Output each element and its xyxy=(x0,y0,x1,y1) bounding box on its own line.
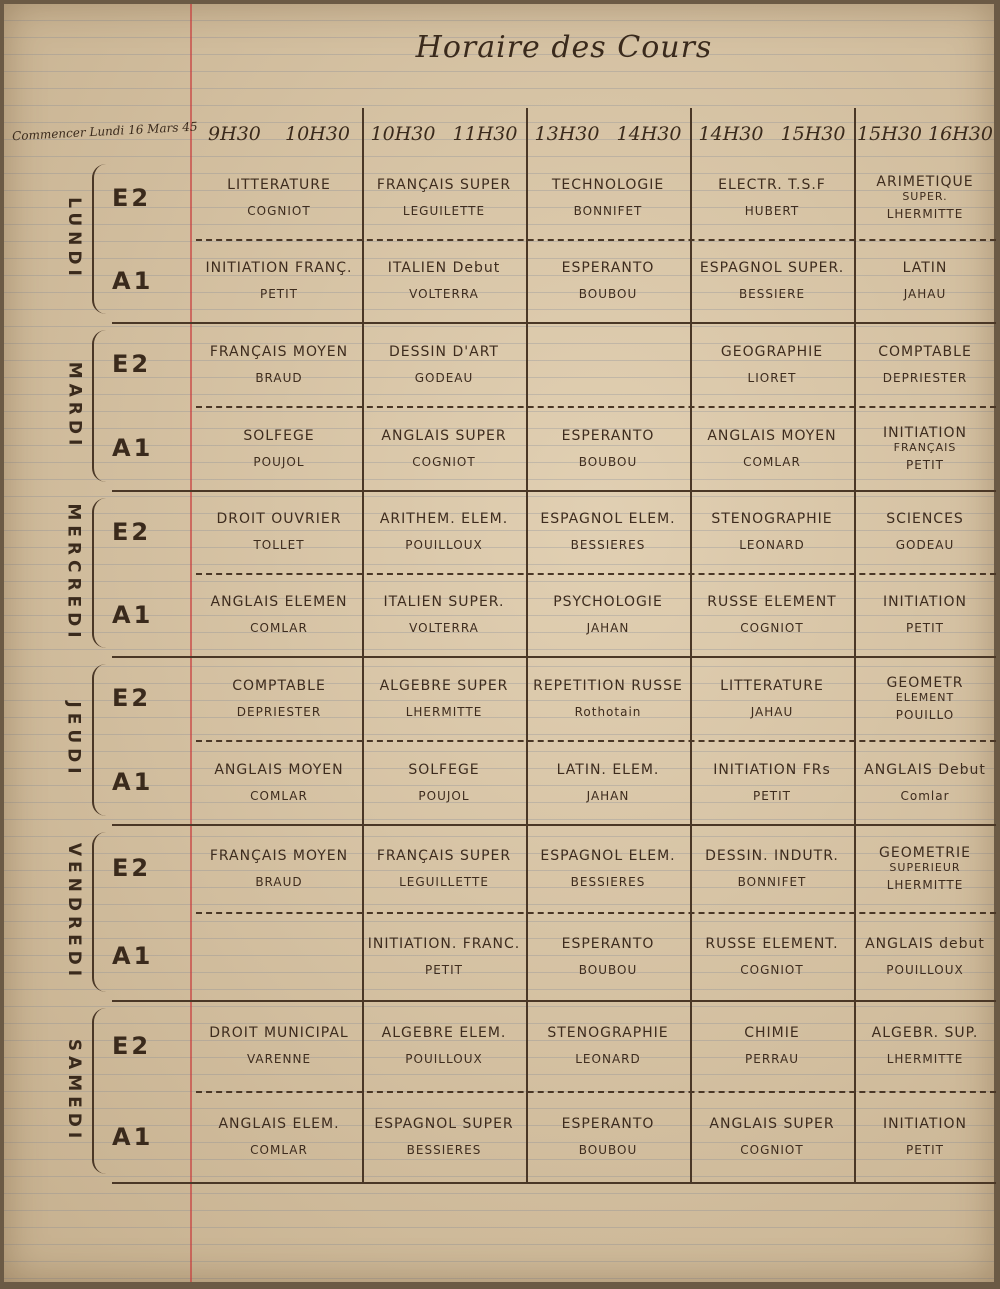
day-divider xyxy=(112,490,996,492)
group-name: A1 xyxy=(112,266,154,295)
course-cell xyxy=(858,1004,992,1087)
course-subject: LITTERATURE xyxy=(227,177,331,193)
course-cell xyxy=(530,744,686,820)
course-cell xyxy=(200,1095,358,1178)
course-subject: GEOGRAPHIE xyxy=(720,343,824,360)
course-cell xyxy=(366,160,522,235)
course-cell xyxy=(694,494,850,569)
course-cell xyxy=(858,326,992,402)
group-name: E2 xyxy=(112,517,152,546)
day-brace xyxy=(92,498,108,648)
course-teacher: BONNIFET xyxy=(573,204,643,218)
course-cell xyxy=(530,160,686,235)
group-name: A1 xyxy=(112,942,154,970)
course-teacher: LHERMITTE xyxy=(886,877,964,892)
course-subject: ESPAGNOL ELEM. xyxy=(540,847,676,864)
course-subject: ALGEBR. SUP. xyxy=(871,1025,979,1041)
course-cell xyxy=(694,1095,850,1178)
course-cell xyxy=(200,1004,358,1087)
course-cell xyxy=(530,326,686,402)
day-label xyxy=(56,490,92,656)
course-subject: ALGEBRE ELEM. xyxy=(381,1025,507,1041)
course-teacher: LEONARD xyxy=(575,1052,641,1066)
course-subject: CHIMIE xyxy=(744,1025,800,1041)
course-subject: ELECTR. T.S.F xyxy=(718,177,826,193)
group-name: E2 xyxy=(112,350,152,378)
day-divider xyxy=(112,656,996,658)
course-subject: ARIMETIQUE xyxy=(876,174,974,190)
course-cell xyxy=(200,828,358,908)
course-teacher: LEGUILLETTE xyxy=(399,874,489,889)
course-cell xyxy=(858,577,992,652)
course-teacher: LHERMITTE xyxy=(886,1052,964,1066)
course-cell xyxy=(858,494,992,569)
course-teacher: DEPRIESTER xyxy=(882,370,968,385)
course-teacher: BESSIERE xyxy=(738,287,806,301)
course-subject: COMPTABLE xyxy=(878,343,972,360)
group-divider xyxy=(196,912,996,914)
course-teacher: PETIT xyxy=(905,457,945,472)
time-slot-header xyxy=(526,116,690,152)
course-teacher: LHERMITTE xyxy=(405,704,483,719)
course-teacher: COGNIOT xyxy=(740,1143,804,1157)
course-subject: ARITHEM. ELEM. xyxy=(379,511,509,527)
course-cell xyxy=(530,916,686,996)
group-name: E2 xyxy=(112,1031,152,1060)
course-cell xyxy=(366,410,522,486)
group-label xyxy=(112,740,182,824)
course-subject: ANGLAIS SUPER xyxy=(709,1116,835,1132)
time-slot-header xyxy=(362,116,526,152)
course-cell xyxy=(366,916,522,996)
course-subject: ESPERANTO xyxy=(561,935,655,952)
group-divider xyxy=(196,406,996,408)
course-cell xyxy=(694,410,850,486)
course-teacher: LEONARD xyxy=(739,538,805,552)
course-teacher: JAHAN xyxy=(586,788,630,803)
course-teacher: POUILLOUX xyxy=(405,1052,483,1066)
course-teacher: Rothotain xyxy=(574,704,642,719)
course-subject: ANGLAIS MOYEN xyxy=(707,427,837,444)
course-teacher: LIORET xyxy=(747,370,797,385)
course-teacher: VOLTERRA xyxy=(409,287,479,301)
course-teacher: BESSIERES xyxy=(570,874,646,889)
course-subject: FRANÇAIS MOYEN xyxy=(209,847,349,864)
day-label xyxy=(56,1000,92,1182)
course-teacher: PETIT xyxy=(259,287,299,301)
course-subject: ESPERANTO xyxy=(561,1116,655,1132)
course-cell xyxy=(694,828,850,908)
course-cell xyxy=(530,243,686,318)
course-cell xyxy=(694,744,850,820)
course-cell xyxy=(694,1004,850,1087)
course-subject: ESPERANTO xyxy=(561,427,655,444)
day-label xyxy=(56,322,92,490)
time-slot-start: 13H30 xyxy=(534,123,600,145)
course-cell xyxy=(200,916,358,996)
group-label xyxy=(112,573,182,656)
day-name: VENDREDI xyxy=(64,842,84,982)
group-name: E2 xyxy=(112,854,152,882)
course-teacher: COMLAR xyxy=(250,1143,308,1157)
course-teacher: PETIT xyxy=(752,788,792,803)
course-cell xyxy=(200,494,358,569)
course-subject: ANGLAIS ELEMEN xyxy=(210,594,348,610)
course-teacher: GODEAU xyxy=(895,538,955,552)
column-divider xyxy=(690,108,692,1182)
course-cell xyxy=(530,660,686,736)
course-subject-detail: SUPERIEUR xyxy=(889,860,961,874)
day-divider xyxy=(112,1000,996,1002)
day-divider xyxy=(112,322,996,324)
course-subject: INITIATION. FRANC. xyxy=(367,935,521,952)
course-teacher: COMLAR xyxy=(250,788,308,803)
course-cell xyxy=(530,1095,686,1178)
paper-sheet xyxy=(4,4,994,1282)
course-cell xyxy=(200,577,358,652)
course-subject: SOLFEGE xyxy=(243,427,315,444)
course-subject: ANGLAIS SUPER xyxy=(381,427,507,444)
day-name: LUNDI xyxy=(64,197,85,281)
course-teacher: POUJOL xyxy=(253,454,305,469)
column-divider xyxy=(854,108,856,1182)
course-subject: SCIENCES xyxy=(886,511,964,527)
start-date-note: Commencer Lundi 16 Mars 45 xyxy=(11,119,198,144)
course-teacher: POUILLO xyxy=(895,707,955,722)
group-label xyxy=(112,406,182,490)
course-cell xyxy=(694,577,850,652)
time-slot-end: 14H30 xyxy=(616,123,682,145)
course-teacher: BOUBOU xyxy=(578,454,638,469)
day-name: SAMEDI xyxy=(64,1038,84,1144)
group-label xyxy=(112,912,182,1000)
course-subject: ANGLAIS debut xyxy=(865,935,985,952)
course-subject: INITIATION xyxy=(882,424,968,441)
course-teacher: PETIT xyxy=(905,1143,945,1157)
group-divider xyxy=(196,239,996,241)
course-teacher: LEGUILETTE xyxy=(402,204,486,218)
course-cell xyxy=(366,660,522,736)
course-teacher: BOUBOU xyxy=(578,1143,638,1157)
day-brace xyxy=(92,832,108,992)
course-teacher: COGNIOT xyxy=(247,204,311,218)
course-cell xyxy=(366,243,522,318)
course-cell xyxy=(200,660,358,736)
course-subject: INITIATION xyxy=(882,1116,968,1132)
course-subject-detail: SUPER. xyxy=(902,190,948,203)
day-name: MERCREDI xyxy=(64,503,84,643)
group-name: A1 xyxy=(112,768,154,796)
course-teacher: COMLAR xyxy=(743,454,801,469)
course-subject: LITTERATURE xyxy=(720,677,824,694)
course-subject: ESPAGNOL SUPER. xyxy=(699,260,845,276)
course-cell xyxy=(858,916,992,996)
course-cell xyxy=(366,828,522,908)
time-slot-start: 10H30 xyxy=(370,123,436,145)
time-slot-end: 15H30 xyxy=(780,123,846,145)
course-subject: TECHNOLOGIE xyxy=(551,177,665,193)
day-divider xyxy=(112,1182,996,1184)
course-teacher: GODEAU xyxy=(414,370,474,385)
course-teacher: COGNIOT xyxy=(412,454,476,469)
group-label xyxy=(112,156,182,239)
group-label xyxy=(112,824,182,912)
course-teacher: JAHAN xyxy=(586,621,630,635)
day-name: JEUDI xyxy=(64,701,84,779)
group-name: A1 xyxy=(112,1122,154,1151)
course-cell xyxy=(858,828,992,908)
course-cell xyxy=(200,410,358,486)
course-cell xyxy=(694,243,850,318)
course-cell xyxy=(858,660,992,736)
course-teacher: JAHAU xyxy=(750,704,794,719)
day-label xyxy=(56,656,92,824)
course-teacher: PERRAU xyxy=(745,1052,799,1066)
course-subject: DROIT OUVRIER xyxy=(216,511,342,527)
course-subject: RUSSE ELEMENT xyxy=(707,594,837,610)
course-subject: FRANÇAIS SUPER xyxy=(376,177,512,193)
time-slot-start: 15H30 xyxy=(857,123,922,145)
course-subject: STENOGRAPHIE xyxy=(711,511,833,527)
course-cell xyxy=(530,410,686,486)
course-cell xyxy=(366,1095,522,1178)
time-slot-header xyxy=(690,116,854,152)
course-subject: PSYCHOLOGIE xyxy=(553,594,663,610)
time-slot-header xyxy=(196,116,362,152)
course-cell xyxy=(694,916,850,996)
day-brace xyxy=(92,330,108,482)
course-teacher: BRAUD xyxy=(255,874,303,889)
group-name: E2 xyxy=(112,183,152,212)
course-cell xyxy=(530,577,686,652)
course-teacher: VARENNE xyxy=(246,1052,312,1066)
margin-line xyxy=(190,4,192,1282)
course-cell xyxy=(366,326,522,402)
course-subject: REPETITION RUSSE xyxy=(533,677,683,694)
course-cell xyxy=(530,494,686,569)
course-subject-detail: ELEMENT xyxy=(895,690,955,704)
day-label xyxy=(56,824,92,1000)
course-teacher: POUILLOUX xyxy=(405,538,483,552)
course-cell xyxy=(858,744,992,820)
course-subject: DESSIN D'ART xyxy=(389,343,499,360)
course-cell xyxy=(530,1004,686,1087)
course-subject: DROIT MUNICIPAL xyxy=(209,1025,349,1041)
course-subject: FRANÇAIS SUPER xyxy=(376,847,512,864)
course-teacher: POUJOL xyxy=(418,788,470,803)
course-cell xyxy=(694,160,850,235)
group-name: A1 xyxy=(112,600,154,629)
course-subject: ESPAGNOL ELEM. xyxy=(540,511,676,527)
course-subject: ITALIEN SUPER. xyxy=(383,594,505,610)
course-subject: ESPAGNOL SUPER xyxy=(374,1116,514,1132)
group-label xyxy=(112,1091,182,1182)
course-teacher: PETIT xyxy=(905,621,945,635)
course-teacher: COMLAR xyxy=(250,621,308,635)
day-brace xyxy=(92,664,108,816)
course-teacher: POUILLOUX xyxy=(886,962,964,977)
course-cell xyxy=(858,160,992,235)
course-teacher: COGNIOT xyxy=(740,621,804,635)
group-label xyxy=(112,239,182,322)
group-label xyxy=(112,656,182,740)
day-divider xyxy=(112,824,996,826)
course-subject: GEOMETRIE xyxy=(879,844,971,861)
time-slot-end: 11H30 xyxy=(452,123,518,145)
course-subject: COMPTABLE xyxy=(232,677,326,694)
day-name: MARDI xyxy=(64,361,85,451)
course-cell xyxy=(858,410,992,486)
course-subject: ANGLAIS ELEM. xyxy=(218,1116,340,1132)
time-slot-start: 14H30 xyxy=(698,123,764,145)
day-brace xyxy=(92,1008,108,1174)
group-divider xyxy=(196,1091,996,1093)
course-subject: LATIN xyxy=(902,260,948,276)
column-divider xyxy=(362,108,364,1182)
page-title: Horaire des Cours xyxy=(415,30,713,65)
course-cell xyxy=(200,744,358,820)
course-teacher: LHERMITTE xyxy=(886,207,964,221)
course-teacher: PETIT xyxy=(424,962,464,977)
course-subject: ALGEBRE SUPER xyxy=(379,677,509,694)
group-name: E2 xyxy=(112,684,152,712)
day-brace xyxy=(92,164,108,314)
course-cell xyxy=(858,243,992,318)
course-teacher: TOLLET xyxy=(253,538,305,552)
group-label xyxy=(112,490,182,573)
course-subject: SOLFEGE xyxy=(408,761,480,778)
course-cell xyxy=(530,828,686,908)
course-cell xyxy=(200,243,358,318)
time-slot-end: 10H30 xyxy=(285,123,350,145)
group-label xyxy=(112,1000,182,1091)
course-subject: FRANÇAIS MOYEN xyxy=(209,343,349,360)
course-teacher: BONNIFET xyxy=(737,874,807,889)
group-divider xyxy=(196,740,996,742)
time-slot-end: 16H30 xyxy=(928,123,993,145)
course-cell xyxy=(694,326,850,402)
course-teacher: JAHAU xyxy=(903,287,947,301)
group-name: A1 xyxy=(112,434,154,462)
course-cell xyxy=(366,577,522,652)
course-subject: STENOGRAPHIE xyxy=(547,1025,669,1041)
course-teacher: COGNIOT xyxy=(740,962,804,977)
course-subject: ITALIEN Debut xyxy=(387,260,501,276)
course-subject-detail: FRANÇAIS xyxy=(893,440,957,454)
course-subject: ESPERANTO xyxy=(561,260,655,276)
course-subject: INITIATION xyxy=(882,594,968,610)
course-cell xyxy=(366,1004,522,1087)
course-cell xyxy=(858,1095,992,1178)
course-teacher: BRAUD xyxy=(255,370,303,385)
course-subject: DESSIN. INDUTR. xyxy=(705,847,839,864)
course-cell xyxy=(200,160,358,235)
course-cell xyxy=(366,494,522,569)
course-teacher: Comlar xyxy=(900,788,950,803)
course-subject: RUSSE ELEMENT. xyxy=(705,935,839,952)
course-subject: INITIATION FRANÇ. xyxy=(205,260,353,276)
course-teacher: BESSIERES xyxy=(406,1143,482,1157)
course-teacher: BOUBOU xyxy=(578,962,638,977)
course-cell xyxy=(366,744,522,820)
course-teacher: VOLTERRA xyxy=(409,621,479,635)
course-teacher: BOUBOU xyxy=(578,287,638,301)
course-teacher: DEPRIESTER xyxy=(236,704,322,719)
course-teacher: HUBERT xyxy=(744,204,800,218)
course-teacher: BESSIERES xyxy=(570,538,646,552)
column-divider xyxy=(526,108,528,1182)
course-subject: GEOMETR xyxy=(886,674,964,691)
course-cell xyxy=(694,660,850,736)
course-subject: ANGLAIS Debut xyxy=(864,761,986,778)
course-subject: ANGLAIS MOYEN xyxy=(214,761,344,778)
course-subject: INITIATION FRs xyxy=(713,761,831,778)
group-label xyxy=(112,322,182,406)
course-cell xyxy=(200,326,358,402)
day-label xyxy=(56,156,92,322)
time-slot-header xyxy=(854,116,996,152)
group-divider xyxy=(196,573,996,575)
time-slot-start: 9H30 xyxy=(208,123,261,145)
course-subject: LATIN. ELEM. xyxy=(556,761,660,778)
